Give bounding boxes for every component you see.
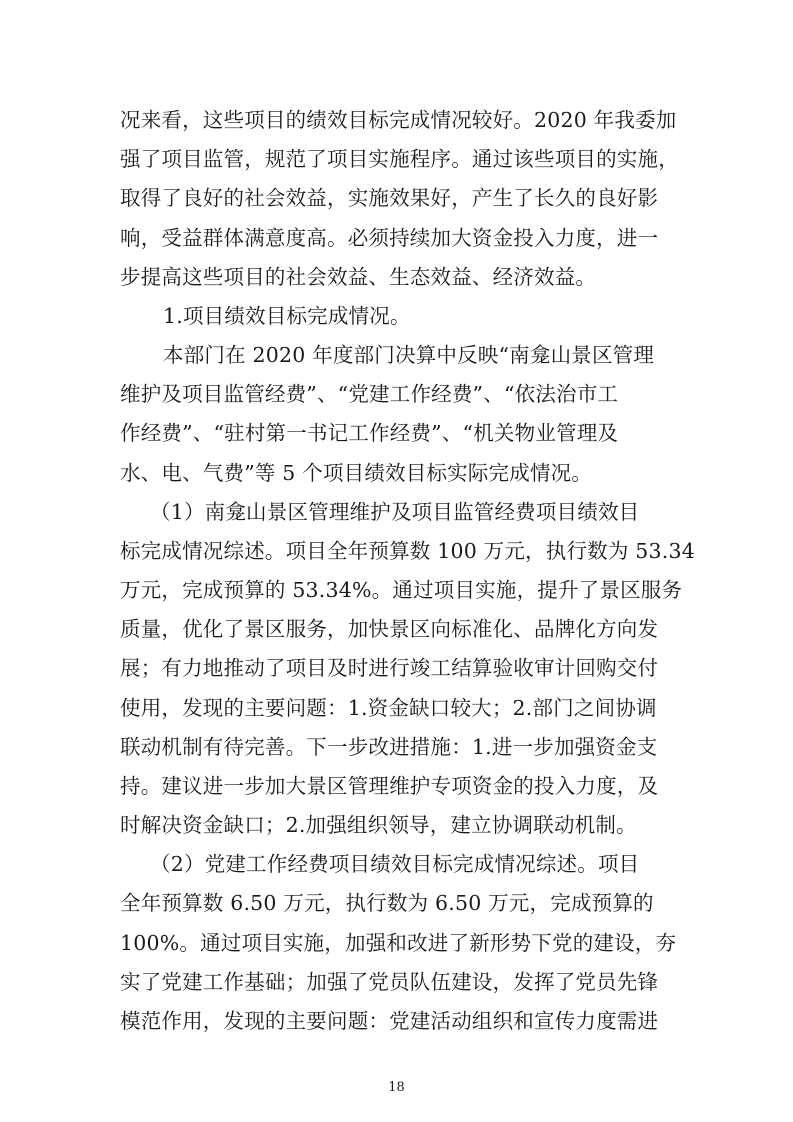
text-line: 全年预算数 6.50 万元，执行数为 6.50 万元，完成预算的 (120, 891, 654, 915)
text-line: 1.项目绩效目标完成情况。 (163, 304, 411, 328)
text-line: 实了党建工作基础；加强了党员队伍建设，发挥了党员先锋 (120, 970, 659, 994)
text-line: 本部门在 2020 年度部门决算中反映“南龛山景区管理 (163, 343, 655, 367)
text-line: 维护及项目监管经费”、“党建工作经费”、“依法治市工 (120, 382, 619, 406)
text-line: 水、电、气费”等 5 个项目绩效目标实际完成情况。 (120, 461, 593, 485)
text-line: 响，受益群体满意度高。必须持续加大资金投入力度，进一 (120, 226, 659, 250)
text-line: 展；有力地推动了项目及时进行竣工结算验收审计回购交付 (120, 656, 659, 680)
text-line: 标完成情况综述。项目全年预算数 100 万元，执行数为 53.34 (120, 539, 695, 563)
text-line: 步提高这些项目的社会效益、生态效益、经济效益。 (120, 265, 597, 289)
text-line: 模范作用，发现的主要问题：党建活动组织和宣传力度需进 (120, 1009, 659, 1033)
text-line: 作经费”、“驻村第一书记工作经费”、“机关物业管理及 (120, 421, 619, 445)
text-line: 100%。通过项目实施，加强和改进了新形势下党的建设，夯 (120, 931, 677, 955)
text-line: 万元，完成预算的 53.34%。通过项目实施，提升了景区服务 (120, 578, 683, 602)
text-line: 时解决资金缺口；2.加强组织领导，建立协调联动机制。 (120, 813, 637, 837)
text-line: 使用，发现的主要问题：1.资金缺口较大；2.部门之间协调 (120, 696, 657, 720)
text-line: 强了项目监管，规范了项目实施程序。通过该些项目的实施， (120, 147, 679, 171)
text-line: 联动机制有待完善。下一步改进措施：1.进一步加强资金支 (120, 735, 658, 759)
text-line: （1）南龛山景区管理维护及项目监管经费项目绩效目 (150, 500, 640, 524)
text-line: 质量，优化了景区服务，加快景区向标准化、品牌化方向发 (120, 617, 659, 641)
page-number: 18 (388, 1080, 405, 1095)
text-line: 取得了良好的社会效益，实施效果好，产生了长久的良好影 (120, 186, 659, 210)
text-line: （2）党建工作经费项目绩效目标完成情况综述。项目 (150, 852, 640, 876)
text-line: 况来看，这些项目的绩效目标完成情况较好。2020 年我委加 (120, 108, 677, 132)
text-line: 持。建议进一步加大景区管理维护专项资金的投入力度，及 (120, 774, 659, 798)
